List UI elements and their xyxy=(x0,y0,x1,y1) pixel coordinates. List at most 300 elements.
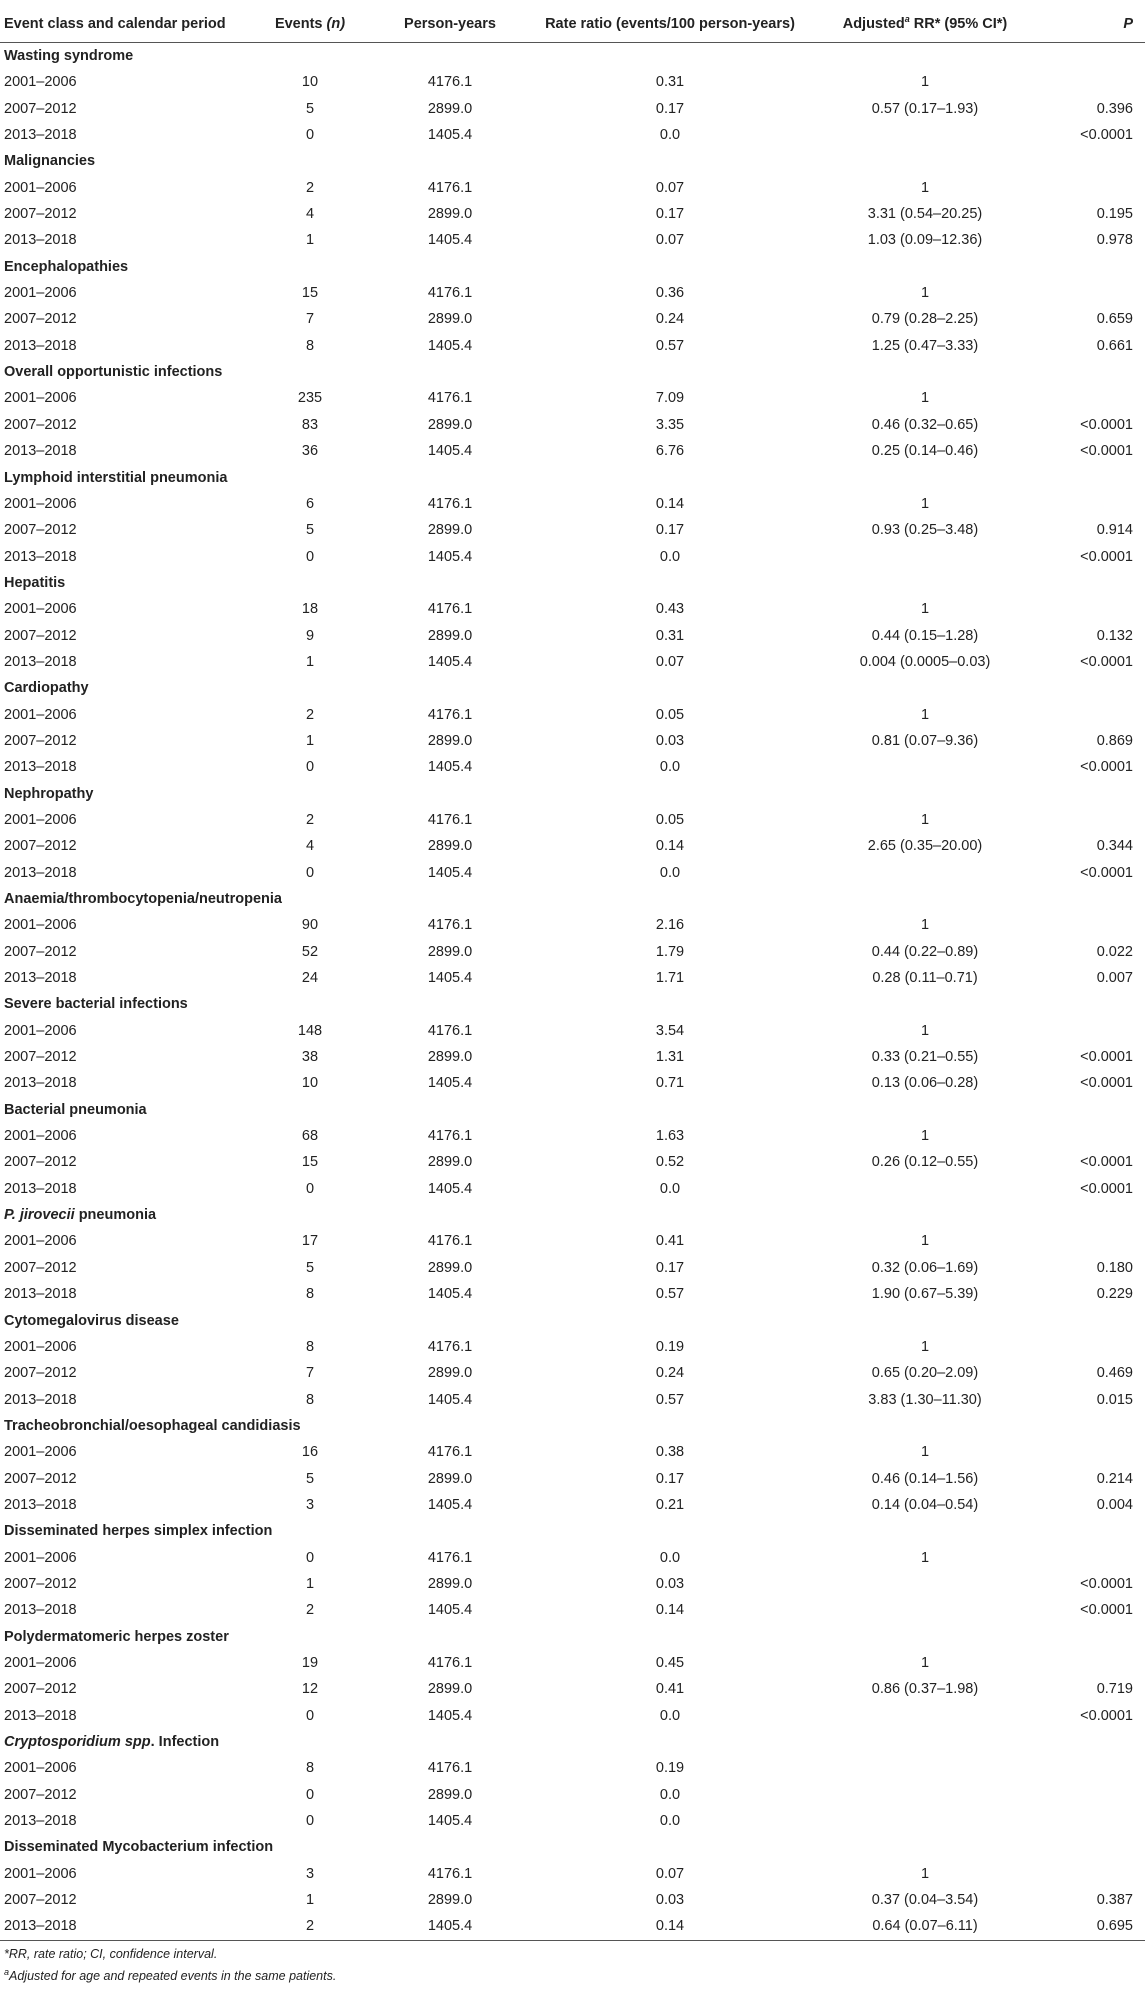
cell-period: 2007–2012 xyxy=(4,1470,77,1487)
cell-p-value: 0.229 xyxy=(1096,1286,1133,1303)
cell-person-years: 4176.1 xyxy=(427,179,473,196)
cell-rate: 0.57 xyxy=(655,337,685,354)
cell-adjusted-rr: 0.81 (0.07–9.36) xyxy=(871,732,979,749)
cell-person-years: 4176.1 xyxy=(427,1760,473,1777)
cell-adjusted-rr: 1 xyxy=(920,74,930,91)
cell-events: 2 xyxy=(305,179,315,196)
table-row xyxy=(0,860,1145,886)
cell-rate: 0.07 xyxy=(655,653,685,670)
cell-period: 2001–2006 xyxy=(4,1444,77,1461)
group-row xyxy=(0,1729,1145,1755)
cell-person-years: 2899.0 xyxy=(427,1786,473,1803)
table-row xyxy=(0,1676,1145,1702)
cell-events: 83 xyxy=(301,416,319,433)
table-row xyxy=(0,1545,1145,1571)
cell-events: 52 xyxy=(301,943,319,960)
cell-person-years: 4176.1 xyxy=(427,601,473,618)
cell-events: 12 xyxy=(301,1681,319,1698)
cell-person-years: 4176.1 xyxy=(427,917,473,934)
cell-events: 5 xyxy=(305,100,315,117)
table-row xyxy=(0,1044,1145,1070)
table-row xyxy=(0,96,1145,122)
cell-person-years: 1405.4 xyxy=(427,759,473,776)
cell-person-years: 4176.1 xyxy=(427,1022,473,1039)
cell-rate: 0.41 xyxy=(655,1681,685,1698)
cell-rate: 0.45 xyxy=(655,1654,685,1671)
cell-person-years: 4176.1 xyxy=(427,1444,473,1461)
cell-events: 0 xyxy=(305,127,315,144)
cell-adjusted-rr xyxy=(805,1755,1045,1781)
cell-person-years: 1405.4 xyxy=(427,1602,473,1619)
cell-events: 5 xyxy=(305,1470,315,1487)
cell-period: 2001–2006 xyxy=(4,1233,77,1250)
cell-events: 8 xyxy=(305,1760,315,1777)
cell-rate: 0.0 xyxy=(659,864,681,881)
cell-p-value: <0.0001 xyxy=(1080,1154,1133,1171)
cell-period: 2013–2018 xyxy=(4,337,77,354)
table-row xyxy=(0,544,1145,570)
table-row xyxy=(0,1597,1145,1623)
cell-events: 15 xyxy=(301,285,319,302)
group-name: Anaemia/thrombocytopenia/neutropenia xyxy=(4,891,282,907)
cell-events: 8 xyxy=(305,1286,315,1303)
group-name: Bacterial pneumonia xyxy=(4,1101,147,1118)
cell-rate: 0.57 xyxy=(655,1286,685,1303)
group-name xyxy=(0,1202,1145,1228)
cell-person-years: 1405.4 xyxy=(427,1813,473,1830)
cell-p-value: 0.132 xyxy=(1096,627,1133,644)
cell-period: 2001–2006 xyxy=(4,74,77,91)
group-name: Malignancies xyxy=(4,153,96,170)
group-name: Severe bacterial infections xyxy=(4,996,188,1013)
table-row xyxy=(0,491,1145,517)
cell-person-years: 4176.1 xyxy=(427,1865,473,1882)
cell-adjusted-rr: 1 xyxy=(920,495,930,512)
cell-rate: 0.19 xyxy=(655,1760,685,1777)
cell-p-value: 0.214 xyxy=(1096,1470,1133,1487)
cell-p-value: <0.0001 xyxy=(1080,548,1133,565)
cell-person-years: 2899.0 xyxy=(427,732,473,749)
group-row xyxy=(0,359,1145,385)
cell-period: 2001–2006 xyxy=(4,495,77,512)
cell-period: 2013–2018 xyxy=(4,1813,77,1830)
table-row xyxy=(0,227,1145,253)
cell-adjusted-rr: 0.44 (0.22–0.89) xyxy=(871,943,979,960)
cell-events: 4 xyxy=(305,206,315,223)
cell-rate: 0.0 xyxy=(659,127,681,144)
cell-period: 2007–2012 xyxy=(4,1575,77,1592)
cell-p-value: <0.0001 xyxy=(1080,653,1133,670)
table-row xyxy=(0,1808,1145,1834)
cell-adjusted-rr: 0.13 (0.06–0.28) xyxy=(871,1075,979,1092)
cell-person-years: 2899.0 xyxy=(427,1365,473,1382)
table-row xyxy=(0,1650,1145,1676)
cell-person-years: 2899.0 xyxy=(427,838,473,855)
cell-adjusted-rr xyxy=(805,860,1045,886)
cell-period: 2013–2018 xyxy=(4,1707,77,1724)
cell-p-value: 0.659 xyxy=(1096,311,1133,328)
group-row xyxy=(0,1834,1145,1860)
cell-rate: 0.03 xyxy=(655,1892,685,1909)
group-name: Lymphoid interstitial pneumonia xyxy=(4,469,228,486)
cell-p-value xyxy=(1045,1334,1145,1360)
table-row xyxy=(0,1255,1145,1281)
cell-events: 1 xyxy=(305,232,315,249)
cell-person-years: 1405.4 xyxy=(427,232,473,249)
cell-period: 2013–2018 xyxy=(4,1286,77,1303)
table-row xyxy=(0,306,1145,332)
cell-events: 0 xyxy=(305,1786,315,1803)
cell-events: 10 xyxy=(301,74,319,91)
cell-period: 2013–2018 xyxy=(4,127,77,144)
cell-p-value xyxy=(1045,912,1145,938)
cell-adjusted-rr: 0.57 (0.17–1.93) xyxy=(871,100,979,117)
cell-events: 7 xyxy=(305,311,315,328)
cell-rate: 0.14 xyxy=(655,495,685,512)
cell-events: 16 xyxy=(301,1444,319,1461)
table-row xyxy=(0,965,1145,991)
group-name xyxy=(0,1729,1145,1755)
cell-events: 0 xyxy=(305,1549,315,1566)
cell-adjusted-rr xyxy=(805,1176,1045,1202)
table-row xyxy=(0,175,1145,201)
table-row xyxy=(0,754,1145,780)
cell-person-years: 2899.0 xyxy=(427,1154,473,1171)
cell-events: 5 xyxy=(305,522,315,539)
cell-rate: 1.31 xyxy=(655,1049,685,1066)
cell-period: 2013–2018 xyxy=(4,232,77,249)
cell-adjusted-rr: 0.14 (0.04–0.54) xyxy=(871,1496,979,1513)
cell-rate: 0.41 xyxy=(655,1233,685,1250)
cell-rate: 6.76 xyxy=(655,443,685,460)
cell-adjusted-rr xyxy=(805,1703,1045,1729)
cell-p-value xyxy=(1045,1545,1145,1571)
cell-p-value: <0.0001 xyxy=(1080,864,1133,881)
cell-period: 2001–2006 xyxy=(4,1865,77,1882)
cell-rate: 7.09 xyxy=(655,390,685,407)
group-row xyxy=(0,991,1145,1017)
cell-adjusted-rr: 1 xyxy=(920,1865,930,1882)
cell-period: 2013–2018 xyxy=(4,653,77,670)
cell-adjusted-rr xyxy=(805,1782,1045,1808)
cell-p-value: 0.007 xyxy=(1096,970,1133,987)
table-row xyxy=(0,1913,1145,1940)
group-row xyxy=(0,675,1145,701)
cell-p-value xyxy=(1045,807,1145,833)
cell-p-value xyxy=(1045,1782,1145,1808)
cell-period: 2001–2006 xyxy=(4,1128,77,1145)
cell-p-value xyxy=(1045,1123,1145,1149)
group-name: Nephropathy xyxy=(4,785,94,802)
cell-adjusted-rr: 3.83 (1.30–11.30) xyxy=(868,1391,982,1408)
cell-p-value: 0.661 xyxy=(1096,337,1133,354)
group-row xyxy=(0,43,1145,70)
cell-adjusted-rr: 1 xyxy=(920,390,930,407)
table-row xyxy=(0,728,1145,754)
cell-p-value xyxy=(1045,175,1145,201)
cell-p-value: <0.0001 xyxy=(1080,1180,1133,1197)
cell-adjusted-rr: 0.25 (0.14–0.46) xyxy=(871,443,979,460)
cell-adjusted-rr: 0.37 (0.04–3.54) xyxy=(871,1892,979,1909)
cell-rate: 0.05 xyxy=(655,811,685,828)
cell-rate: 1.79 xyxy=(655,943,685,960)
cell-rate: 0.17 xyxy=(655,1470,685,1487)
table-row xyxy=(0,1782,1145,1808)
cell-p-value: <0.0001 xyxy=(1080,443,1133,460)
cell-person-years: 4176.1 xyxy=(427,1654,473,1671)
cell-rate: 0.31 xyxy=(655,627,685,644)
cell-p-value xyxy=(1045,1439,1145,1465)
group-name: Wasting syndrome xyxy=(4,48,134,64)
cell-adjusted-rr: 1.25 (0.47–3.33) xyxy=(871,337,979,354)
cell-adjusted-rr xyxy=(805,122,1045,148)
cell-person-years: 1405.4 xyxy=(427,864,473,881)
table-row xyxy=(0,623,1145,649)
cell-events: 7 xyxy=(305,1365,315,1382)
cell-period: 2013–2018 xyxy=(4,970,77,987)
cell-person-years: 4176.1 xyxy=(427,74,473,91)
group-name: Cytomegalovirus disease xyxy=(4,1312,179,1329)
cell-rate: 0.14 xyxy=(655,1602,685,1619)
cell-events: 19 xyxy=(301,1654,319,1671)
group-row xyxy=(0,465,1145,491)
cell-person-years: 1405.4 xyxy=(365,1913,535,1940)
cell-period: 2007–2012 xyxy=(4,1049,77,1066)
table-row xyxy=(0,1018,1145,1044)
table-row xyxy=(0,1492,1145,1518)
group-row xyxy=(0,781,1145,807)
cell-person-years: 2899.0 xyxy=(427,100,473,117)
cell-adjusted-rr: 0.44 (0.15–1.28) xyxy=(871,627,979,644)
cell-p-value xyxy=(1045,596,1145,622)
cell-p-value: 0.914 xyxy=(1096,522,1133,539)
group-row xyxy=(0,1202,1145,1228)
cell-events: 8 xyxy=(305,1391,315,1408)
table-row xyxy=(0,1123,1145,1149)
cell-period: 2001–2006 xyxy=(4,706,77,723)
cell-adjusted-rr: 3.31 (0.54–20.25) xyxy=(867,206,983,223)
table-row xyxy=(0,1571,1145,1597)
table-body xyxy=(0,43,1145,1941)
cell-person-years: 2899.0 xyxy=(427,1681,473,1698)
table-row xyxy=(0,1439,1145,1465)
cell-p-value: <0.0001 xyxy=(1080,1075,1133,1092)
cell-person-years: 4176.1 xyxy=(427,495,473,512)
cell-period: 2013–2018 xyxy=(4,443,77,460)
group-name: Tracheobronchial/oesophageal candidiasis xyxy=(4,1417,301,1434)
cell-p-value: 0.396 xyxy=(1096,100,1133,117)
cell-events: 18 xyxy=(301,601,319,618)
table-row xyxy=(0,1861,1145,1887)
cell-events: 1 xyxy=(305,1892,315,1909)
table-row xyxy=(0,517,1145,543)
group-name: Hepatitis xyxy=(4,574,66,591)
header-person-years: Person-years xyxy=(365,6,535,43)
cell-events: 0 xyxy=(305,759,315,776)
table-row xyxy=(0,280,1145,306)
cell-adjusted-rr: 0.64 (0.07–6.11) xyxy=(805,1913,1045,1940)
cell-period: 2007–2012 xyxy=(4,1154,77,1171)
cell-events: 3 xyxy=(305,1865,315,1882)
cell-rate: 0.0 xyxy=(659,1707,681,1724)
table-row xyxy=(0,69,1145,95)
cell-adjusted-rr: 0.46 (0.32–0.65) xyxy=(871,416,979,433)
cell-events: 0 xyxy=(305,864,315,881)
header-p-value: P xyxy=(1045,6,1145,43)
cell-period: 2001–2006 xyxy=(4,1654,77,1671)
cell-rate: 0.0 xyxy=(659,1813,681,1830)
cell-events: 17 xyxy=(301,1233,319,1250)
cell-events: 5 xyxy=(305,1259,315,1276)
cell-events: 38 xyxy=(301,1049,319,1066)
cell-events: 4 xyxy=(305,838,315,855)
cell-events: 1 xyxy=(305,1575,315,1592)
cell-events: 148 xyxy=(297,1022,323,1039)
cell-events: 90 xyxy=(301,917,319,934)
cell-events: 9 xyxy=(305,627,315,644)
cell-p-value: 0.869 xyxy=(1096,732,1133,749)
cell-rate: 3.54 xyxy=(655,1022,685,1039)
cell-period: 2001–2006 xyxy=(4,1338,77,1355)
cell-period: 2007–2012 xyxy=(4,1259,77,1276)
cell-p-value: <0.0001 xyxy=(1080,416,1133,433)
cell-person-years: 2899.0 xyxy=(427,627,473,644)
group-row xyxy=(0,570,1145,596)
cell-rate: 0.24 xyxy=(655,1365,685,1382)
cell-events: 0 xyxy=(305,1707,315,1724)
cell-events: 1 xyxy=(305,653,315,670)
cell-events: 68 xyxy=(301,1128,319,1145)
cell-rate: 0.0 xyxy=(659,1180,681,1197)
cell-person-years: 4176.1 xyxy=(427,390,473,407)
cell-period: 2001–2006 xyxy=(4,1022,77,1039)
cell-person-years: 1405.4 xyxy=(427,653,473,670)
cell-adjusted-rr: 1 xyxy=(920,811,930,828)
cell-period: 2001–2006 xyxy=(4,285,77,302)
group-name: Encephalopathies xyxy=(4,258,129,275)
cell-period: 2013–2018 xyxy=(0,1913,255,1940)
cell-rate: 0.52 xyxy=(655,1154,685,1171)
cell-events: 0 xyxy=(305,1180,315,1197)
cell-p-value xyxy=(1045,1808,1145,1834)
cell-person-years: 1405.4 xyxy=(427,337,473,354)
table-row xyxy=(0,385,1145,411)
cell-rate: 0.71 xyxy=(655,1075,685,1092)
table-row xyxy=(0,438,1145,464)
results-table xyxy=(0,6,1145,1941)
cell-person-years: 1405.4 xyxy=(427,1707,473,1724)
group-row xyxy=(0,148,1145,174)
cell-period: 2007–2012 xyxy=(4,1681,77,1698)
cell-period: 2013–2018 xyxy=(4,1602,77,1619)
cell-period: 2001–2006 xyxy=(4,917,77,934)
cell-person-years: 2899.0 xyxy=(427,522,473,539)
cell-adjusted-rr: 1 xyxy=(920,917,930,934)
cell-person-years: 1405.4 xyxy=(427,1286,473,1303)
cell-events: 3 xyxy=(305,1496,315,1513)
cell-rate: 0.57 xyxy=(655,1391,685,1408)
cell-adjusted-rr: 1 xyxy=(920,285,930,302)
cell-adjusted-rr xyxy=(805,1597,1045,1623)
cell-person-years: 4176.1 xyxy=(427,1338,473,1355)
cell-adjusted-rr: 0.46 (0.14–1.56) xyxy=(871,1470,979,1487)
table-row xyxy=(0,1466,1145,1492)
group-row xyxy=(0,254,1145,280)
footnote-adjusted: $^a$Adjusted for age and repeated events in the same patients. xyxy=(4,1966,337,1983)
cell-period: 2007–2012 xyxy=(4,522,77,539)
table-row xyxy=(0,939,1145,965)
cell-rate: 0.24 xyxy=(655,311,685,328)
cell-person-years: 2899.0 xyxy=(427,1049,473,1066)
cell-adjusted-rr: 1 xyxy=(920,601,930,618)
cell-rate: 0.36 xyxy=(655,285,685,302)
cell-person-years: 4176.1 xyxy=(427,285,473,302)
cell-adjusted-rr: 1 xyxy=(920,1022,930,1039)
table-row xyxy=(0,596,1145,622)
cell-person-years: 2899.0 xyxy=(427,943,473,960)
table-header xyxy=(0,6,1145,43)
table-row xyxy=(0,1176,1145,1202)
cell-rate: 0.19 xyxy=(655,1338,685,1355)
table-row xyxy=(0,1070,1145,1096)
cell-adjusted-rr: 0.86 (0.37–1.98) xyxy=(871,1681,979,1698)
table-row xyxy=(0,1387,1145,1413)
cell-period: 2013–2018 xyxy=(4,759,77,776)
cell-events: 10 xyxy=(301,1075,319,1092)
table-row xyxy=(0,1703,1145,1729)
table-row xyxy=(0,1228,1145,1254)
header-event-class: Event class and calendar period xyxy=(0,6,255,43)
cell-person-years: 1405.4 xyxy=(427,1496,473,1513)
cell-adjusted-rr: 1.90 (0.67–5.39) xyxy=(871,1286,979,1303)
cell-period: 2007–2012 xyxy=(4,1786,77,1803)
cell-period: 2001–2006 xyxy=(4,179,77,196)
table-row xyxy=(0,1887,1145,1913)
group-name: Disseminated herpes simplex infection xyxy=(4,1523,273,1540)
cell-events: 1 xyxy=(305,732,315,749)
cell-period: 2007–2012 xyxy=(4,1365,77,1382)
cell-adjusted-rr: 0.33 (0.21–0.55) xyxy=(871,1049,979,1066)
cell-p-value xyxy=(1045,702,1145,728)
cell-events: 2 xyxy=(305,1602,315,1619)
header-rate-ratio: Rate ratio (events/100 person-years) xyxy=(535,6,805,43)
cell-adjusted-rr xyxy=(805,754,1045,780)
cell-period: 2007–2012 xyxy=(4,206,77,223)
cell-events: 8 xyxy=(305,1338,315,1355)
cell-rate: 0.03 xyxy=(655,732,685,749)
cell-rate: 3.35 xyxy=(655,416,685,433)
cell-person-years: 4176.1 xyxy=(427,811,473,828)
cell-rate: 0.14 xyxy=(655,838,685,855)
group-name-italic: P. jirovecii xyxy=(4,1207,75,1224)
cell-period: 2007–2012 xyxy=(4,943,77,960)
cell-adjusted-rr xyxy=(805,544,1045,570)
cell-period: 2013–2018 xyxy=(4,1180,77,1197)
cell-adjusted-rr xyxy=(805,1571,1045,1597)
cell-rate: 0.05 xyxy=(655,706,685,723)
cell-p-value: <0.0001 xyxy=(1080,759,1133,776)
cell-person-years: 1405.4 xyxy=(427,127,473,144)
cell-rate: 0.17 xyxy=(655,206,685,223)
group-name: Polydermatomeric herpes zoster xyxy=(4,1628,229,1645)
cell-period: 2007–2012 xyxy=(4,311,77,328)
cell-adjusted-rr: 1 xyxy=(920,1233,930,1250)
cell-p-value: 0.978 xyxy=(1096,232,1133,249)
cell-adjusted-rr: 1 xyxy=(920,179,930,196)
cell-adjusted-rr: 0.32 (0.06–1.69) xyxy=(871,1259,979,1276)
cell-person-years: 1405.4 xyxy=(427,1180,473,1197)
group-row xyxy=(0,1413,1145,1439)
